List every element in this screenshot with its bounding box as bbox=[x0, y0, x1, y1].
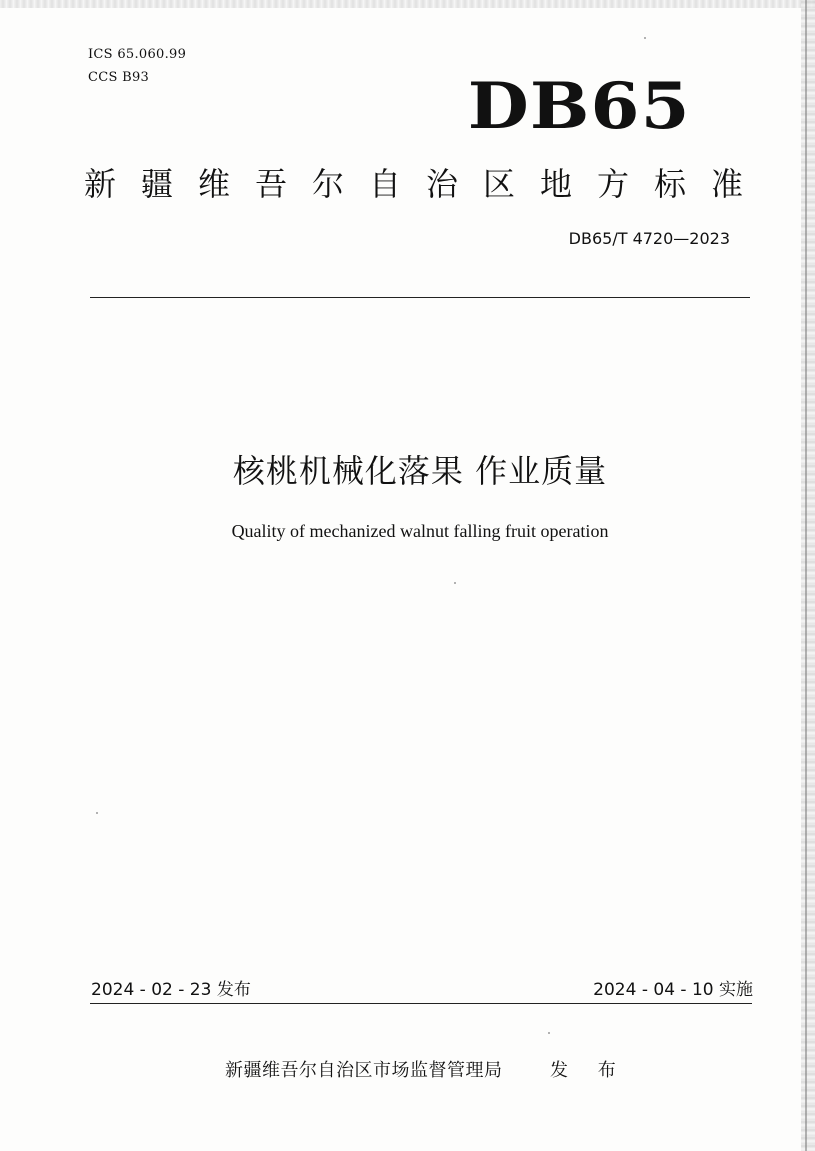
scan-edge-right bbox=[801, 0, 815, 1151]
scan-speck bbox=[644, 37, 646, 39]
header-divider bbox=[90, 297, 750, 298]
ics-code: ICS 65.060.99 bbox=[88, 47, 187, 62]
scan-speck bbox=[96, 812, 98, 814]
standard-code-logo: DB65 bbox=[468, 69, 691, 144]
publish-label: 发 布 bbox=[550, 1060, 628, 1081]
ccs-code: CCS B93 bbox=[88, 70, 150, 85]
scan-edge-line bbox=[805, 0, 807, 1151]
publisher-name: 新疆维吾尔自治区市场监督管理局 bbox=[225, 1060, 503, 1081]
implementation-date: 2024 - 04 - 10 实施 bbox=[593, 980, 753, 1000]
document-title-english: Quality of mechanized walnut falling fruit operation bbox=[231, 521, 609, 541]
scan-speck bbox=[454, 582, 456, 584]
footer-divider bbox=[90, 1003, 752, 1004]
document-title-chinese: 核桃机械化落果 作业质量 bbox=[232, 452, 608, 490]
scan-edge-top bbox=[0, 0, 815, 8]
issue-date: 2024 - 02 - 23 发布 bbox=[91, 980, 251, 1000]
scan-speck bbox=[548, 1032, 550, 1034]
standard-category-title: 新疆维吾尔自治区地方标准 bbox=[84, 165, 769, 203]
standard-number: DB65/T 4720—2023 bbox=[568, 229, 730, 248]
